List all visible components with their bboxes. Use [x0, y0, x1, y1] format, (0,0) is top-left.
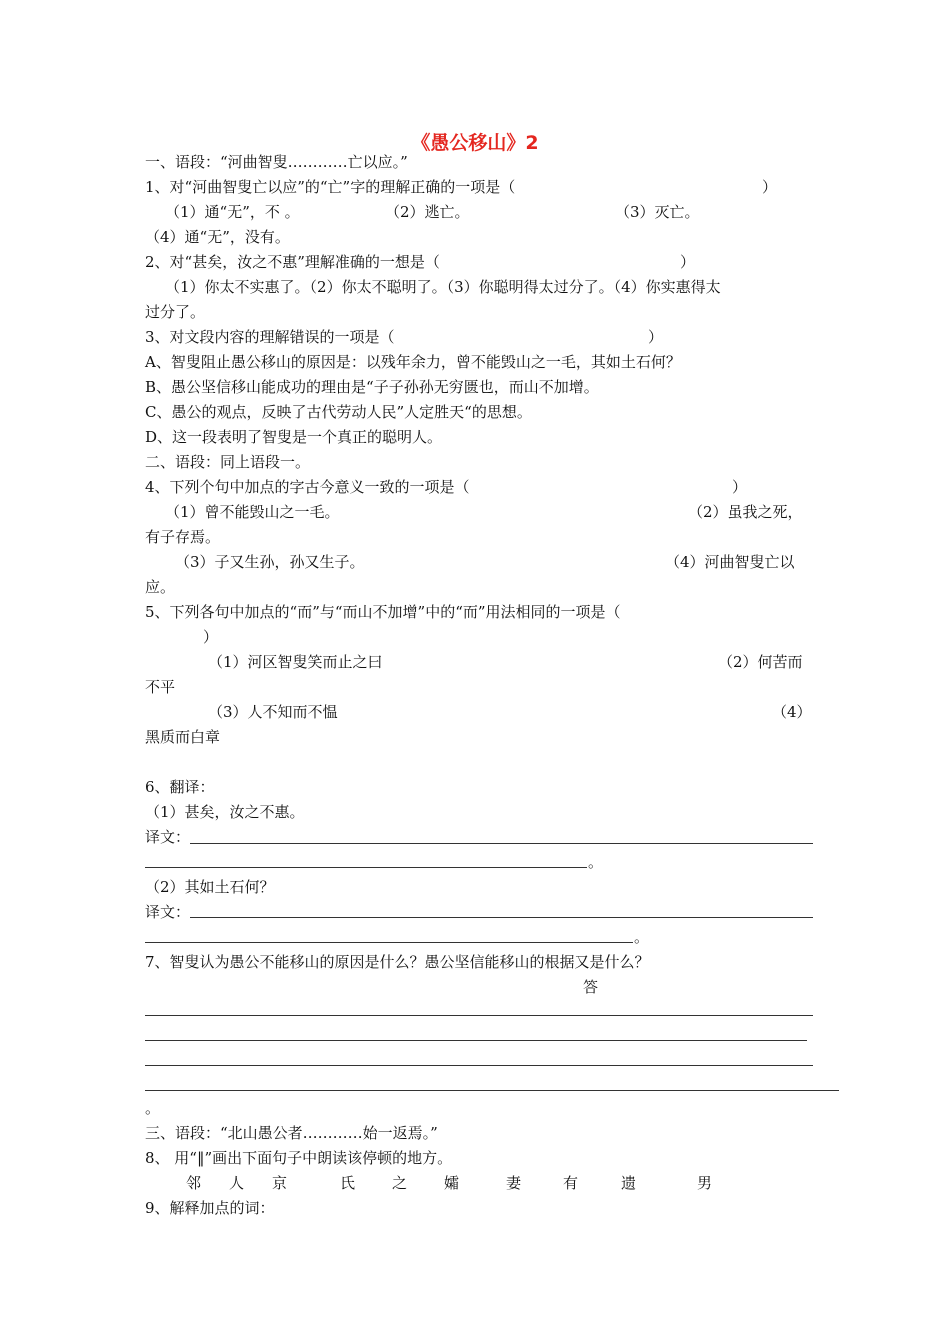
question-1-stem: 1、对“河曲智叟亡以应”的“亡”字的理解正确的一项是（ [145, 178, 516, 196]
sentence-char: 氏 [340, 1174, 356, 1192]
question-2-answer-bracket[interactable]: ） [680, 253, 696, 271]
question-6-stem: 6、翻译： [145, 778, 215, 796]
sentence-char: 京 [272, 1174, 288, 1192]
question-1-answer-bracket[interactable]: ） [762, 178, 778, 196]
question-7-stem: 7、智叟认为愚公不能移山的原因是什么？愚公坚信能移山的根据又是什么？ [145, 953, 650, 971]
question-4-option-4: （4）河曲智叟亡以 [665, 553, 795, 571]
translation-2-label: 译文： [145, 903, 191, 921]
sentence-char: 孀 [444, 1174, 460, 1192]
question-7-answer-line-4[interactable] [145, 1090, 839, 1091]
question-5-option-2-cont: 不平 [145, 678, 176, 696]
question-5-answer-bracket[interactable]: ） [203, 628, 219, 646]
question-5-option-4: （4） [772, 703, 812, 721]
sentence-char: 妻 [506, 1174, 522, 1192]
question-7-answer-label: 答 [583, 978, 599, 996]
question-3-option-a: A、智叟阻止愚公移山的原因是：以残年余力，曾不能毁山之一毛，其如土石何？ [145, 353, 681, 371]
translation-1-answer-line[interactable] [190, 843, 813, 844]
question-5-option-1: （1）河区智叟笑而止之曰 [208, 653, 383, 671]
question-7-end: 。 [145, 1099, 161, 1117]
question-3-option-b: B、愚公坚信移山能成功的理由是“子子孙孙无穷匮也，而山不加增。 [145, 378, 599, 396]
question-5-option-4-cont: 黑质而白章 [145, 728, 221, 746]
question-4-option-1: （1）曾不能毁山之一毛。 [165, 503, 340, 521]
question-5-option-3: （3）人不知而不愠 [208, 703, 338, 721]
document-title: 《愚公移山》2 [411, 132, 539, 154]
question-7-answer-line-3[interactable] [145, 1065, 813, 1066]
translation-2-answer-line-2[interactable] [145, 942, 633, 943]
question-9-stem: 9、解释加点的词： [145, 1199, 275, 1217]
question-8-stem: 8、 用“‖”画出下面句子中朗读该停顿的地方。 [145, 1149, 453, 1167]
question-3-option-d: D、这一段表明了智叟是一个真正的聪明人。 [145, 428, 443, 446]
section-3-header: 三、语段：“北山愚公者…………始一返焉。” [145, 1124, 438, 1142]
question-3-answer-bracket[interactable]: ） [648, 328, 664, 346]
sentence-char: 遗 [621, 1174, 637, 1192]
section-1-header: 一、语段：“河曲智叟…………亡以应。” [145, 153, 408, 171]
question-1-option-2: （2）逃亡。 [385, 203, 470, 221]
question-1-option-4: （4）通“无”，没有。 [145, 228, 290, 246]
translation-2-end: 。 [634, 928, 650, 946]
question-4-option-4-cont: 应。 [145, 578, 176, 596]
sentence-char: 有 [563, 1174, 579, 1192]
question-6-item-2: （2）其如土石何？ [145, 878, 275, 896]
question-4-option-2: （2）虽我之死， [688, 503, 803, 521]
question-3-option-c: C、愚公的观点，反映了古代劳动人民”人定胜天“的思想。 [145, 403, 532, 421]
translation-1-label: 译文： [145, 828, 191, 846]
translation-1-answer-line-2[interactable] [145, 867, 587, 868]
question-7-answer-line-2[interactable] [145, 1040, 807, 1041]
question-4-option-3: （3）子又生孙，孙又生子。 [175, 553, 365, 571]
sentence-char: 之 [392, 1174, 408, 1192]
question-4-stem: 4、下列个句中加点的字古今意义一致的一项是（ [145, 478, 470, 496]
question-5-option-2: （2）何苦而 [718, 653, 803, 671]
question-5-stem: 5、下列各句中加点的“而”与“而山不加增”中的“而”用法相同的一项是（ [145, 603, 621, 621]
question-4-option-2-cont: 有子存焉。 [145, 528, 221, 546]
translation-1-end: 。 [588, 853, 604, 871]
section-2-header: 二、语段：同上语段一。 [145, 453, 311, 471]
question-1-option-1: （1）通“无”，不 。 [165, 203, 300, 221]
sentence-char: 人 [229, 1174, 245, 1192]
question-7-answer-line-1[interactable] [145, 1015, 813, 1016]
translation-2-answer-line[interactable] [190, 917, 813, 918]
sentence-char: 男 [697, 1174, 713, 1192]
question-6-item-1: （1）甚矣，汝之不惠。 [145, 803, 305, 821]
question-2-options-cont: 过分了。 [145, 303, 206, 321]
question-3-stem: 3、对文段内容的理解错误的一项是（ [145, 328, 395, 346]
question-2-stem: 2、对“甚矣，汝之不惠”理解准确的一想是（ [145, 253, 440, 271]
question-4-answer-bracket[interactable]: ） [732, 478, 748, 496]
sentence-char: 邻 [186, 1174, 202, 1192]
question-1-option-3: （3）灭亡。 [615, 203, 700, 221]
question-2-options: （1）你太不实惠了。（2）你太不聪明了。（3）你聪明得太过分了。（4）你实惠得太 [165, 278, 721, 296]
